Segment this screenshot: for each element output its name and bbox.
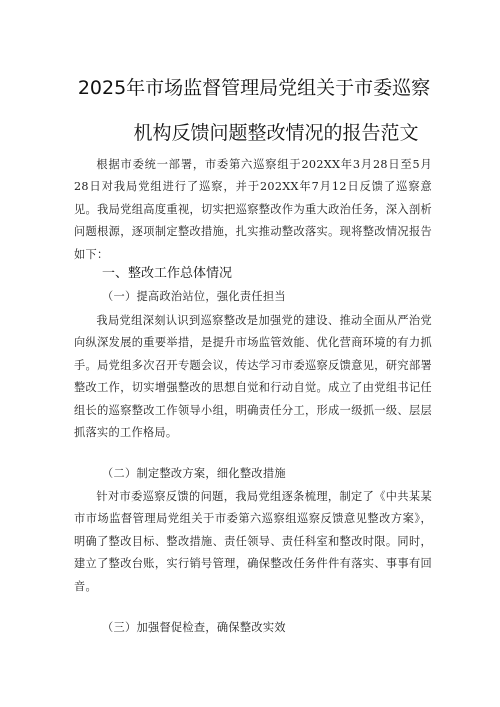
intro-text: 根据市委统一部署，市委第六巡察组于202XX年3月28日至5月28日对我局党组进行了巡察，并于202XX年7月12日反馈了巡察意见。我局党组高度重视，切实把巡察整改作为重大政治任务，深入剖析问题根源，逐项制定整改措施，扎实推动整改落实。现将整改情况报告如下： xyxy=(74,158,432,261)
document-title-line-2: 机构反馈问题整改情况的报告范文 xyxy=(133,122,419,144)
subsection-2-paragraph xyxy=(74,486,432,598)
subsection-1-paragraph xyxy=(74,310,432,444)
subsection-2-text: 针对市委巡察反馈的问题，我局党组逐条梳理，制定了《中共某某市市场监督管理局党组关于市委第六巡察组巡察反馈意见整改方案》，明确了整改目标、整改措施、责任领导、责任科室和整改时限。同时，建立了整改台账，实行销号管理，确保整改任务件件有落实、事事有回音。 xyxy=(74,490,432,593)
subsection-1-text: 我局党组深刻认识到巡察整改是加强党的建设、推动全面从严治党向纵深发展的重要举措，是提升市场监管效能、优化营商环境的有力抓手。局党组多次召开专题会议，传达学习市委巡察反馈意见，研究部署整改工作，切实增强整改的思想自觉和行动自觉。成立了由党组书记任组长的巡察整改工作领导小组，明确责任分工，形成一级抓一级、层层抓落实的工作格局。 xyxy=(74,314,432,440)
subsection-2-heading: （二）制定整改方案，细化整改措施 xyxy=(102,467,286,480)
document-title-line-1: 2025年市场监督管理局党组关于市委巡察 xyxy=(77,77,431,99)
section-1-heading: 一、整改工作总体情况 xyxy=(102,266,233,281)
subsection-3-heading: （三）加强督促检查，确保整改实效 xyxy=(102,621,286,634)
subsection-1-heading: （一）提高政治站位，强化责任担当 xyxy=(102,290,286,303)
intro-paragraph xyxy=(74,154,432,266)
